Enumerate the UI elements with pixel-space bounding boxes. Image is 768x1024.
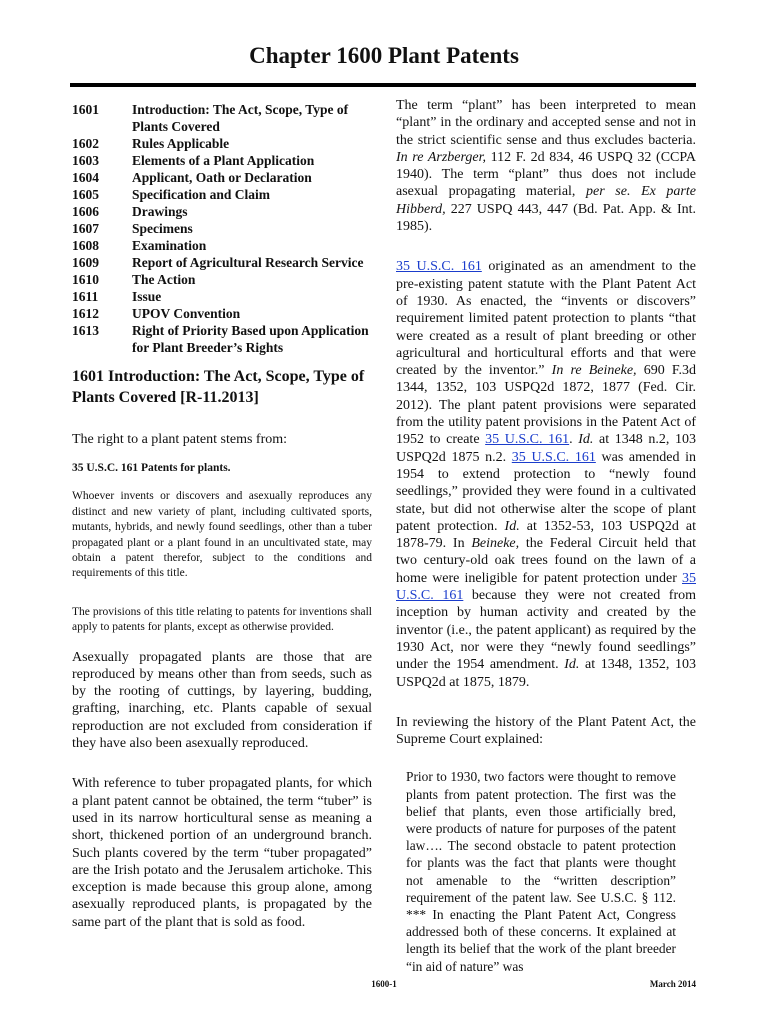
- toc-number: 1606: [72, 204, 99, 219]
- statute-paragraph: Whoever invents or discovers and asexually reproduces any distinct and new variety of plant, including cultivated sports, mutants, hybrids, and newly found seedlings, other than a tuber propagated plant or a plant found in an uncultivated state, may obtain a patent therefor, subject to the conditions and requirements of this title.: [72, 490, 372, 580]
- toc-number: 1603: [72, 153, 99, 168]
- toc-number: 1602: [72, 136, 99, 151]
- revision-date: March 2014: [649, 979, 696, 989]
- toc-number: 1608: [72, 238, 99, 253]
- toc-item[interactable]: [72, 135, 372, 152]
- toc-title: Examination: [132, 238, 207, 253]
- toc-title: Elements of a Plant Application: [132, 153, 315, 168]
- chapter-title: Chapter 1600 Plant Patents: [249, 43, 519, 68]
- toc-number: 1601: [72, 102, 99, 117]
- tuber-paragraph: With reference to tuber propagated plants, for which a plant patent cannot be obtained, the term “tuber” is used in its narrow horticultural sense as meaning a short, thickened portion of an underground branch. Such plants covered by the term “tuber propagated” are the Irish potato and the Jerusalem artichoke. This exception is made because this group alone, among asexually reproduced plants, is propagated by the same part of the plant that is sold as food.: [72, 776, 372, 930]
- toc-number: 1610: [72, 272, 99, 287]
- case-citation: Id.: [504, 518, 520, 534]
- toc-title: Report of Agricultural Research Service: [132, 255, 364, 270]
- toc-item[interactable]: [72, 254, 372, 271]
- toc-title: Specimens: [132, 221, 193, 236]
- case-name: per se. Ex parte Hibberd,: [396, 184, 696, 217]
- statute-link[interactable]: 35 U.S.C. 161: [396, 259, 482, 275]
- toc-item[interactable]: [72, 203, 372, 220]
- statute-paragraph: The provisions of this title relating to patents for inventions shall apply to patents for plants, except as otherwise provided.: [72, 605, 372, 634]
- plant-definition-paragraph: The term “plant” has been interpreted to mean “plant” in the ordinary and accepted sense and not in the strict scientific sense and thus excludes bacteria. In re Arzberger, 112 F. 2d 834, 46 USPQ 32 (CCPA 1940). The term “plant” thus does not include asexual propagating material, per se. Ex parte Hibberd, 227 USPQ 443, 447 (Bd. Pat. App. & Int. 1985).: [396, 98, 696, 235]
- toc-title: The Action: [132, 272, 196, 287]
- block-quote: Prior to 1930, two factors were thought to remove plants from patent protection. The first was the belief that plants, even those artificially bred, were products of nature for purposes of the patent law…. The second obstacle to patent protection for plants was the fact that plants were thought not amenable to the “written description” requirement of the patent law. See U.S.C. § 112. *** In enacting the Plant Patent Act, Congress addressed both of these concerns. It explained at length its belief that the work of the plant breeder “in aid of nature” was: [406, 769, 676, 974]
- toc-number: 1609: [72, 255, 99, 270]
- left-column: [72, 101, 372, 931]
- toc-title: Drawings: [132, 204, 188, 219]
- case-citation: Id.: [564, 657, 580, 673]
- statute-link[interactable]: 35 U.S.C. 161: [396, 570, 696, 604]
- toc-title: Introduction: The Act, Scope, Type of Plants Covered: [132, 102, 349, 134]
- toc-title: Right of Priority Based upon Application for Plant Breeder’s Rights: [132, 323, 369, 355]
- case-name: In re Beineke,: [551, 363, 637, 379]
- toc-item[interactable]: [72, 152, 372, 169]
- history-paragraph: 35 U.S.C. 161 originated as an amendment to the pre-existing patent statute with the Plant Patent Act of 1930. As enacted, the “invents or discovers” requirement limited patent protection to plants “that were created as a result of plant breeding or other agricultural and horticultural efforts and that were created by the inventor.” In re Beineke, 690 F.3d 1344, 1352, 103 USPQ2d 1872, 1877 (Fed. Cir. 2012). The plant patent provisions were separated from the utility patent provisions in the Patent Act of 1952 to create 35 U.S.C. 161. Id. at 1348 n.2, 103 USPQ2d 1875 n.2. 35 U.S.C. 161 was amended in 1954 to extend protection to “newly found seedlings,” provided they were found in a cultivated state, but did not otherwise alter the scope of plant patent protection. Id. at 1352-53, 103 USPQ2d at 1878-79. In Beineke, the Federal Circuit held that two century-old oak trees found on the lawn of a home were ineligible for patent protection under 35 U.S.C. 161 because they were not created from inception by human activity and created by the inventor (i.e., the patent applicant) as required by the 1930 Act, nor were they “newly found seedlings” under the 1954 amendment. Id. at 1348, 1352, 103 USPQ2d at 1875, 1879.: [396, 259, 697, 690]
- case-citation: Id.: [578, 432, 594, 448]
- toc-item[interactable]: [72, 322, 372, 356]
- supreme-court-paragraph: In reviewing the history of the Plant Patent Act, the Supreme Court explained:: [396, 714, 696, 748]
- toc-title: Specification and Claim: [132, 187, 271, 202]
- title-rule: [70, 83, 696, 87]
- toc-item[interactable]: [72, 101, 372, 135]
- intro-paragraph: The right to a plant patent stems from:: [72, 432, 288, 447]
- toc-item[interactable]: [72, 237, 372, 254]
- statute-link[interactable]: 35 U.S.C. 161: [511, 449, 596, 465]
- statute-heading: 35 U.S.C. 161 Patents for plants.: [72, 462, 231, 475]
- toc-item[interactable]: [72, 305, 372, 322]
- toc-title: Rules Applicable: [132, 136, 230, 151]
- asexual-paragraph: Asexually propagated plants are those that are reproduced by means other than from seeds, such as by the rooting of cuttings, by layering, budding, grafting, inarching, etc. Plants capable of sexual reproduction are not excluded from consideration if they have also been asexually reproduced.: [72, 649, 372, 752]
- toc-item[interactable]: [72, 288, 372, 305]
- case-name: In re Arzberger,: [396, 149, 487, 165]
- toc-item[interactable]: [72, 169, 372, 186]
- page-number: 1600-1: [371, 979, 397, 989]
- toc-title: Issue: [132, 289, 162, 304]
- section-heading: 1601 Introduction: The Act, Scope, Type of Plants Covered [R-11.2013]: [72, 368, 365, 406]
- toc-number: 1612: [72, 306, 99, 321]
- toc-number: 1613: [72, 323, 99, 338]
- toc-number: 1607: [72, 221, 99, 236]
- toc-title: UPOV Convention: [132, 306, 241, 321]
- toc-title: Applicant, Oath or Declaration: [132, 170, 312, 185]
- toc-item[interactable]: [72, 186, 372, 203]
- toc-number: 1604: [72, 170, 99, 185]
- toc-number: 1611: [72, 289, 99, 304]
- case-name: Beineke,: [471, 536, 520, 552]
- toc-item[interactable]: [72, 220, 372, 237]
- toc-number: 1605: [72, 187, 99, 202]
- table-of-contents: [72, 101, 372, 356]
- toc-item[interactable]: [72, 271, 372, 288]
- statute-link[interactable]: 35 U.S.C. 161: [485, 432, 570, 448]
- right-column: [396, 97, 696, 975]
